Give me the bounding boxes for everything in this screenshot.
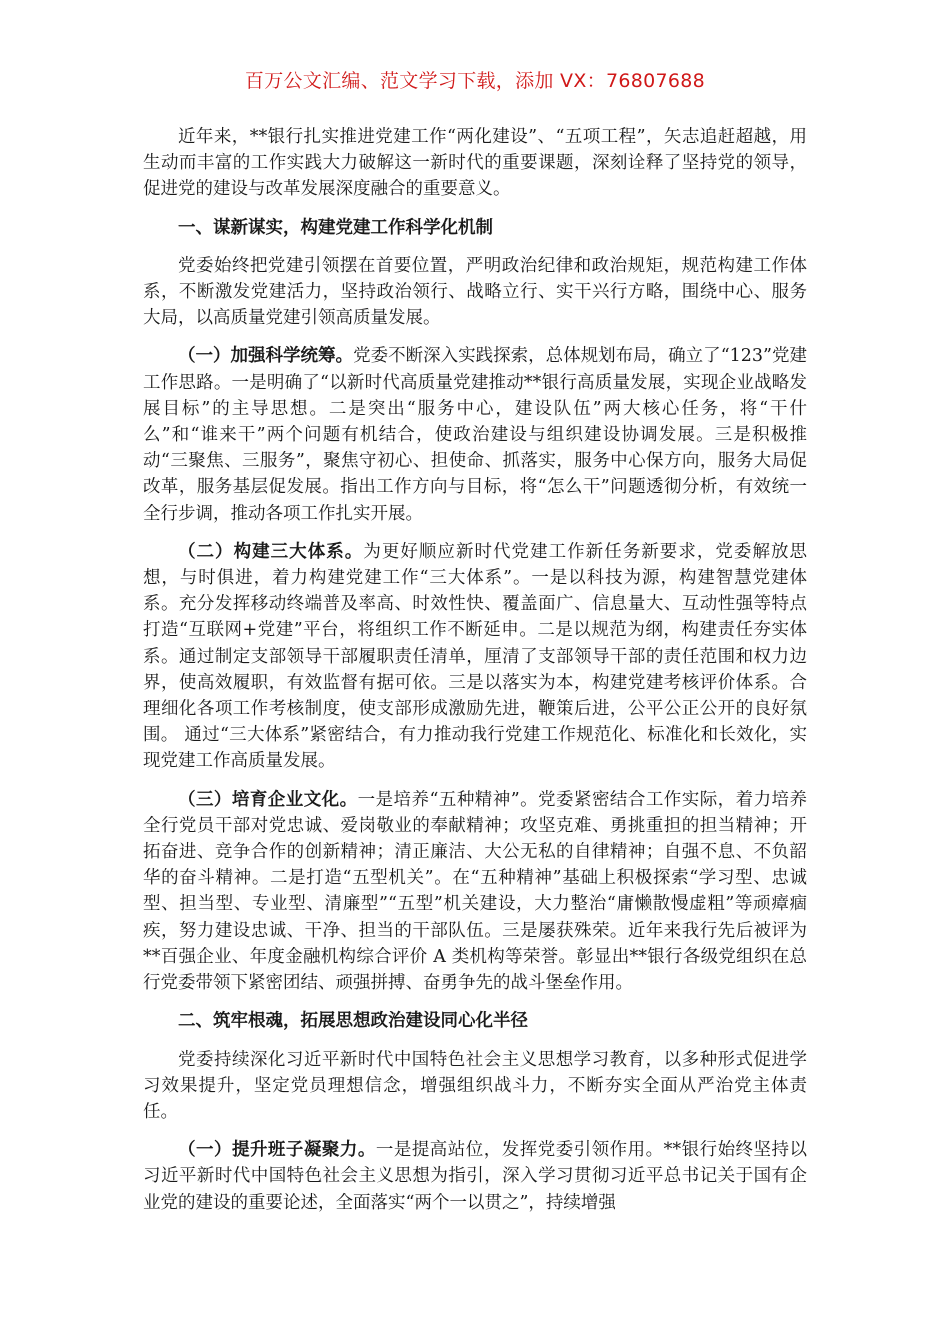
section-2-item-1 (143, 1137, 807, 1216)
section-2-item-1-body: 一是提高站位，发挥党委引领作用。**银行始终坚持以习近平新时代中国特色社会主义思想为指引，深入学习贯彻习近平总书记关于国有企业党的建设的重要论述，全面落实“两个一以贯之”，持续增强 (143, 1140, 808, 1213)
section-1-item-1 (143, 343, 807, 526)
section-2-item-1-lead: （一）提升班子凝聚力。 (178, 1140, 376, 1161)
section-1-heading: 一、谋新谋实，构建党建工作科学化机制 (178, 217, 493, 238)
section-1-item-1-body: 党委不断深入实践探索，总体规划布局，确立了“123”党建工作思路。一是明确了“以新时代高质量党建推动**银行高质量发展，实现企业战略发展目标”的主导思想。二是突出“服务中心，建设队伍”两大核心任务，将“干什么”和“谁来干”两个问题有机结合，使政治建设与组织建设协调发展。三是积极推动“三聚焦、三服务”，聚焦守初心、担使命、抓落实，服务中心保方向，服务大局促改革，服务基层促发展。指出工作方向与目标，将“怎么干”问题透彻分析，有效统一全行步调，推动各项工作扎实开展。 (143, 346, 807, 524)
section-1-item-2-body: 为更好顺应新时代党建工作新任务新要求，党委解放思想，与时俱进，着力构建党建工作“三大体系”。一是以科技为源，构建智慧党建体系。充分发挥移动终端普及率高、时效性快、覆盖面广、信息量大、互动性强等特点打造“互联网+党建”平台，将组织工作不断延申。二是以规范为纲，构建责任夯实体系。通过制定支部领导干部履职责任清单，厘清了支部领导干部的责任范围和权力边界，使高效履职，有效监督有据可依。三是以落实为本，构建党建考核评价体系。合理细化各项工作考核制度，使支部形成激励先进，鞭策后进，公平公正公开的良好氛围。 通过“三大体系”紧密结合，有力推动我行党建工作规范化、标准化和长效化，实现党建工作高质量发展。 (143, 541, 808, 772)
section-2-intro: 党委持续深化习近平新时代中国特色社会主义思想学习教育，以多种形式促进学习效果提升，坚定党员理想信念，增强组织战斗力，不断夯实全面从严治党主体责任。 (143, 1049, 807, 1122)
document-body (143, 124, 807, 1228)
section-1-item-3 (143, 787, 807, 997)
header-banner: 百万公文汇编、范文学习下载，添加 VX：76807688 (244, 70, 706, 92)
section-1-item-2-lead: （二）构建三大体系。 (178, 541, 364, 562)
section-1-item-2 (143, 539, 807, 775)
section-1-item-3-body: 一是培养“五种精神”。党委紧密结合工作实际，着力培养全行党员干部对党忠诚、爱岗敬业的奉献精神；攻坚克难、勇挑重担的担当精神；开拓奋进、竞争合作的创新精神；清正廉洁、大公无私的自律精神；自强不息、不负韶华的奋斗精神。二是打造“五型机关”。在“五种精神”基础上积极探索“学习型、忠诚型、担当型、专业型、清廉型”“五型”机关建设，大力整治“庸懒散慢虚粗”等顽瘴痼疾，努力建设忠诚、干净、担当的干部队伍。三是屡获殊荣。近年来我行先后被评为**百强企业、年度金融机构综合评价 A 类机构等荣誉。彰显出**银行各级党组织在总行党委带领下紧密团结、顽强拼搏、奋勇争先的战斗堡垒作用。 (143, 789, 807, 994)
section-1-item-1-lead: （一）加强科学统筹。 (178, 346, 354, 367)
section-1-intro: 党委始终把党建引领摆在首要位置，严明政治纪律和政治规矩，规范构建工作体系，不断激发党建活力，坚持政治领行、战略立行、实干兴行方略，围绕中心、服务大局，以高质量党建引领高质量发展。 (143, 255, 807, 329)
section-1-item-3-lead: （三）培育企业文化。 (178, 789, 358, 810)
intro-paragraph: 近年来，**银行扎实推进党建工作“两化建设”、“五项工程”，矢志追赶超越，用生动而丰富的工作实践大力破解这一新时代的重要课题，深刻诠释了坚持党的领导，促进党的建设与改革发展深度融合的重要意义。 (143, 127, 807, 200)
section-2-heading: 二、筑牢根魂，拓展思想政治建设同心化半径 (178, 1011, 528, 1032)
